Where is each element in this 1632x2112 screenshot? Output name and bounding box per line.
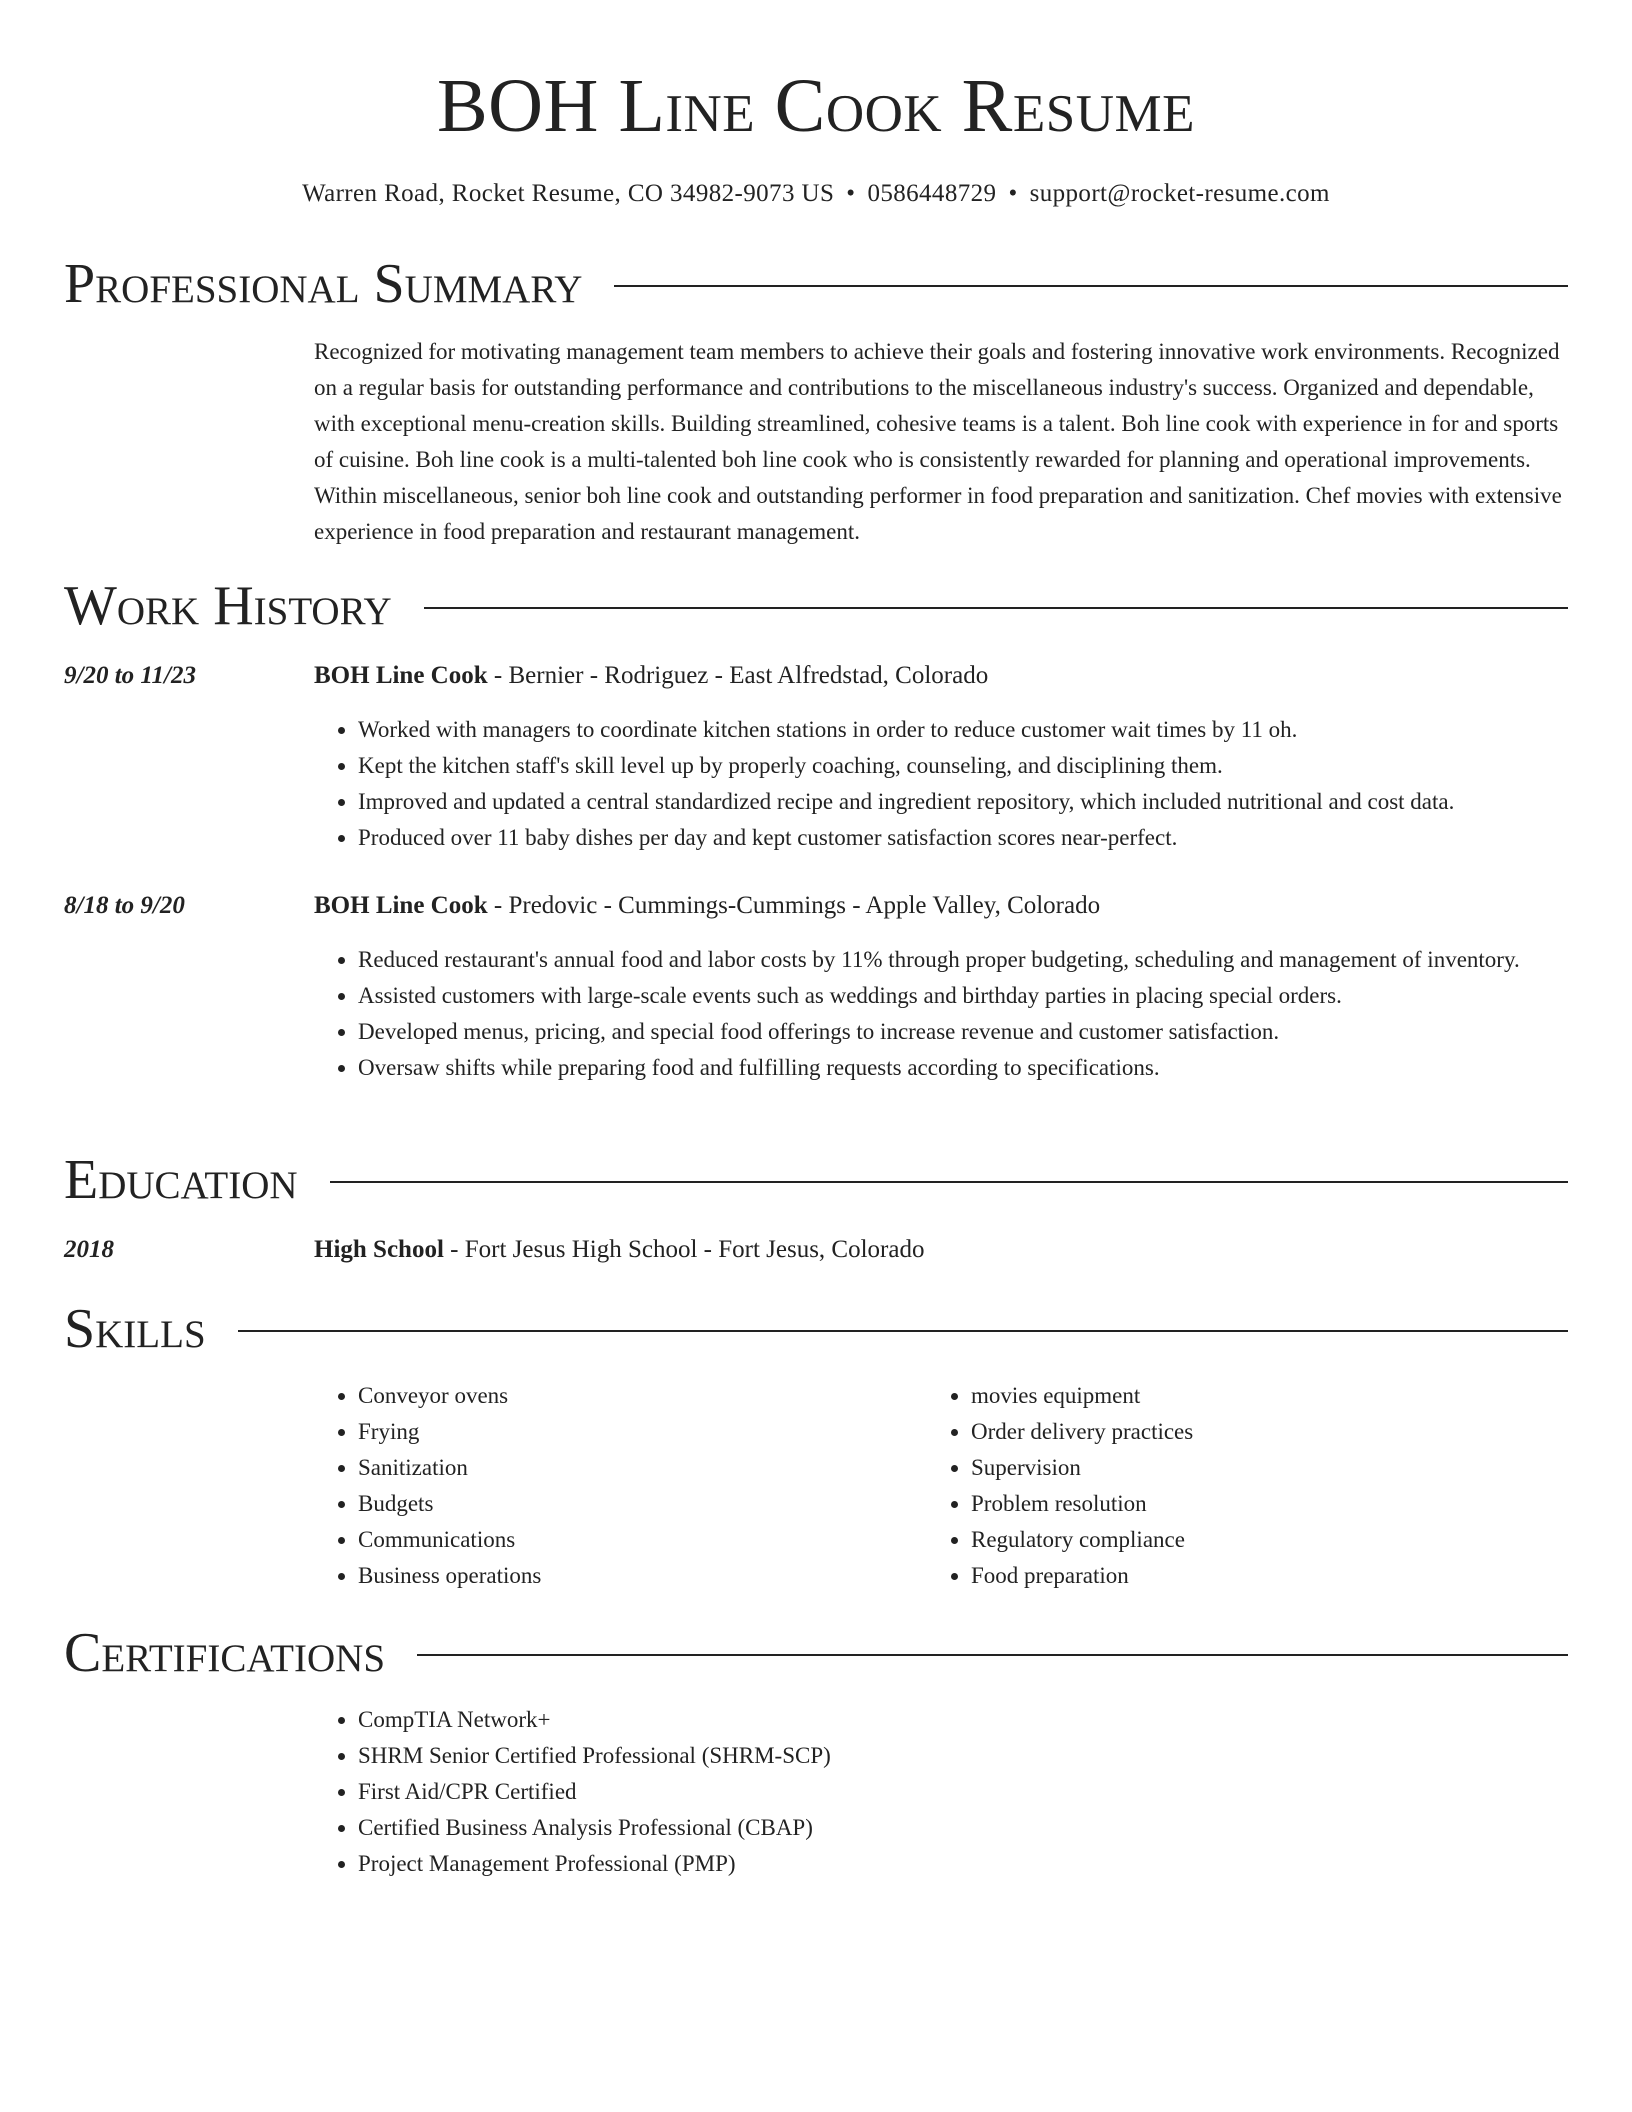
list-item: • First Aid/CPR Certified: [358, 1774, 1568, 1810]
contact-separator: •: [1008, 180, 1018, 207]
skills-list-left: [314, 1378, 918, 1594]
list-item: • movies equipment: [971, 1378, 1531, 1414]
certifications-section-header: [64, 1621, 1568, 1685]
skills-heading: Skills: [64, 1298, 206, 1360]
list-item: • Communications: [358, 1522, 918, 1558]
contact-email: support@rocket-resume.com: [1029, 180, 1330, 207]
job-2-dates: 8/18 to 9/20: [64, 892, 185, 919]
section-divider: [424, 607, 1568, 609]
section-divider: [417, 1654, 1568, 1656]
job-1-bullets: [314, 712, 1568, 856]
education-section-header: [64, 1148, 1568, 1212]
list-item: • Sanitization: [358, 1450, 918, 1486]
contact-phone: 0586448729: [867, 180, 997, 207]
list-item: • Improved and updated a central standardized recipe and ingredient repository, which included nutritional and cost data.: [358, 784, 1568, 820]
skills-section-header: [64, 1297, 1568, 1361]
work-section-header: [64, 574, 1568, 638]
resume-page: [64, 0, 1568, 1876]
list-item: • Regulatory compliance: [971, 1522, 1531, 1558]
list-item: • Food preparation: [971, 1558, 1531, 1594]
list-item: • CompTIA Network+: [358, 1702, 1568, 1738]
job-2-title: BOH Line Cook: [314, 892, 488, 919]
list-item: • Supervision: [971, 1450, 1531, 1486]
education-details: - Fort Jesus High School - Fort Jesus, Colorado: [443, 1236, 925, 1263]
list-item: • Assisted customers with large-scale events such as weddings and birthday parties in placing special orders.: [358, 978, 1568, 1014]
job-2-details: - Predovic - Cummings-Cummings - Apple Valley, Colorado: [487, 892, 1101, 919]
list-item: • Kept the kitchen staff's skill level up by properly coaching, counseling, and disciplining them.: [358, 748, 1568, 784]
education-heading: Education: [64, 1149, 298, 1211]
list-item: • Developed menus, pricing, and special food offerings to increase revenue and customer satisfaction.: [358, 1014, 1568, 1050]
summary-heading: Professional Summary: [64, 253, 583, 315]
job-1-dates: 9/20 to 11/23: [64, 662, 196, 689]
job-1-title: BOH Line Cook: [314, 662, 488, 689]
job-1-details: - Bernier - Rodriguez - East Alfredstad, Colorado: [487, 662, 989, 689]
job-2-role: [314, 888, 1100, 924]
work-heading: Work History: [64, 575, 392, 637]
education-degree: High School: [314, 1236, 444, 1263]
list-item: • Frying: [358, 1414, 918, 1450]
resume-title: BOH Line Cook Resume: [436, 64, 1196, 148]
list-item: • Problem resolution: [971, 1486, 1531, 1522]
skills-list-right: [927, 1378, 1531, 1594]
contact-line: [64, 178, 1568, 210]
job-1-role: [314, 658, 988, 694]
list-item: • SHRM Senior Certified Professional (SHRM-SCP): [358, 1738, 1568, 1774]
list-item: • Order delivery practices: [971, 1414, 1531, 1450]
list-item: • Conveyor ovens: [358, 1378, 918, 1414]
job-2-bullets: [314, 942, 1568, 1086]
list-item: • Oversaw shifts while preparing food and fulfilling requests according to specifications.: [358, 1050, 1568, 1086]
certifications-heading: Certifications: [64, 1622, 386, 1684]
certifications-list: [314, 1702, 1568, 1882]
list-item: • Certified Business Analysis Professional (CBAP): [358, 1810, 1568, 1846]
list-item: • Budgets: [358, 1486, 918, 1522]
education-entry: [314, 1232, 924, 1268]
summary-section-header: [64, 252, 1568, 316]
list-item: • Business operations: [358, 1558, 918, 1594]
list-item: • Produced over 11 baby dishes per day and kept customer satisfaction scores near-perfect.: [358, 820, 1568, 856]
education-year: 2018: [64, 1236, 114, 1263]
contact-address: Warren Road, Rocket Resume, CO 34982-9073 US: [302, 180, 835, 207]
list-item: • Reduced restaurant's annual food and labor costs by 11% through proper budgeting, scheduling and management of inventory.: [358, 942, 1568, 978]
section-divider: [238, 1330, 1568, 1332]
summary-text: Recognized for motivating management team members to achieve their goals and fostering innovative work environments. Recognized on a regular basis for outstanding performance and contributions to the miscellaneous industry's success. Organized and dependable, with exceptional menu-creation skills. Building streamlined, cohesive teams is a talent. Boh line cook with experience in for and sports of cuisine. Boh line cook is a multi-talented boh line cook who is consistently rewarded for planning and operational improvements. Within miscellaneous, senior boh line cook and outstanding performer in food preparation and sanitization. Chef movies with extensive experience in food preparation and restaurant management.: [314, 339, 1562, 544]
section-divider: [614, 285, 1568, 287]
list-item: • Worked with managers to coordinate kitchen stations in order to reduce customer wait times by 11 oh.: [358, 712, 1568, 748]
list-item: • Project Management Professional (PMP): [358, 1846, 1568, 1882]
section-divider: [330, 1181, 1568, 1183]
contact-separator: •: [846, 180, 856, 207]
